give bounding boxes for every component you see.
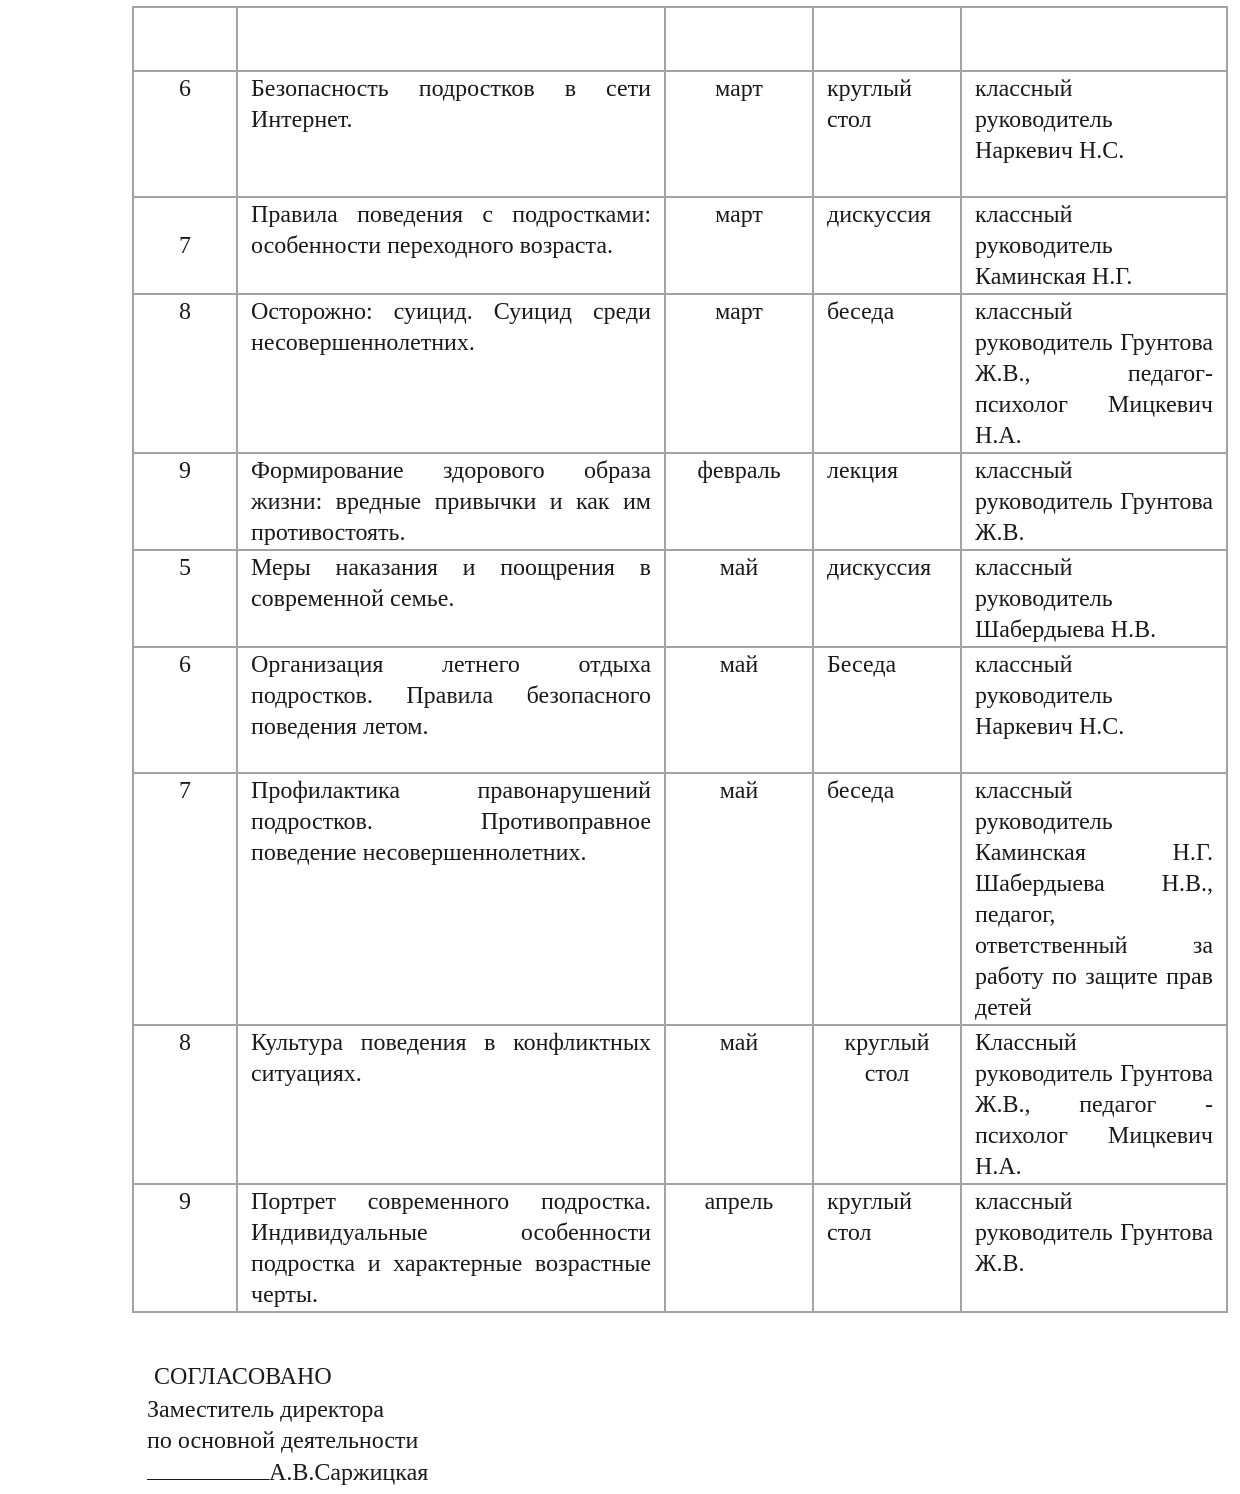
row-responsible: классный руководитель Грунтова Ж.В. [961, 1184, 1227, 1312]
row-number: 9 [133, 453, 237, 550]
row-number: 7 [133, 197, 237, 294]
row-topic: Осторожно: суицид. Суицид среди несовершеннолетних. [237, 294, 665, 453]
row-responsible: классный руководитель Грунтова Ж.В. [961, 453, 1227, 550]
approval-block [147, 1362, 428, 1489]
table-row [133, 453, 1227, 550]
row-topic: Профилактика правонарушений подростков. Противоправное поведение несовершеннолетних. [237, 773, 665, 1025]
approval-department: по основной деятельности [147, 1428, 419, 1454]
row-responsible: классный руководитель Шабердыева Н.В. [961, 550, 1227, 647]
row-responsible: Классный руководитель Грунтова Ж.В., педагог - психолог Мицкевич Н.А. [961, 1025, 1227, 1184]
row-form: беседа [813, 773, 961, 1025]
row-form: дискуссия [813, 197, 961, 294]
row-topic [237, 7, 665, 71]
row-month: март [665, 294, 813, 453]
approval-position: Заместитель директора [147, 1397, 385, 1423]
row-number: 8 [133, 1025, 237, 1184]
table-row [133, 773, 1227, 1025]
row-month: апрель [665, 1184, 813, 1312]
row-responsible: классный руководитель Каминская Н.Г. Шабердыева Н.В., педагог, ответственный за работу по защите прав детей [961, 773, 1227, 1025]
row-number: 6 [133, 71, 237, 197]
row-topic: Формирование здорового образа жизни: вредные привычки и как им противостоять. [237, 453, 665, 550]
row-responsible: классный руководитель Наркевич Н.С. [961, 647, 1227, 773]
events-table [132, 6, 1228, 1313]
row-month: март [665, 71, 813, 197]
table-row [133, 197, 1227, 294]
row-topic: Организация летнего отдыха подростков. Правила безопасного поведения летом. [237, 647, 665, 773]
signature-row [147, 1457, 428, 1489]
row-responsible: классный руководитель Наркевич Н.С. [961, 71, 1227, 197]
row-month [665, 7, 813, 71]
row-responsible: классный руководитель Грунтова Ж.В., педагог- психолог Мицкевич Н.А. [961, 294, 1227, 453]
table-row [133, 647, 1227, 773]
table-row [133, 1025, 1227, 1184]
row-number: 7 [133, 773, 237, 1025]
row-form: круглый стол [813, 1025, 961, 1184]
row-form [813, 7, 961, 71]
row-number: 8 [133, 294, 237, 453]
row-number: 5 [133, 550, 237, 647]
table-row [133, 1184, 1227, 1312]
signature-line [147, 1457, 269, 1480]
row-form: круглый стол [813, 71, 961, 197]
row-topic: Портрет современного подростка. Индивидуальные особенности подростка и характерные возрастные черты. [237, 1184, 665, 1312]
row-form: беседа [813, 294, 961, 453]
table-row [133, 7, 1227, 71]
table-row [133, 71, 1227, 197]
row-topic: Безопасность подростков в сети Интернет. [237, 71, 665, 197]
row-month: май [665, 647, 813, 773]
row-number: 6 [133, 647, 237, 773]
row-month: май [665, 773, 813, 1025]
row-number: 9 [133, 1184, 237, 1312]
approval-title: СОГЛАСОВАНО [154, 1364, 332, 1390]
table-row [133, 294, 1227, 453]
row-month: февраль [665, 453, 813, 550]
row-form: круглый стол [813, 1184, 961, 1312]
row-topic: Меры наказания и поощрения в современной семье. [237, 550, 665, 647]
row-form: дискуссия [813, 550, 961, 647]
row-month: май [665, 1025, 813, 1184]
row-topic: Культура поведения в конфликтных ситуациях. [237, 1025, 665, 1184]
row-month: март [665, 197, 813, 294]
row-responsible [961, 7, 1227, 71]
table-row [133, 550, 1227, 647]
row-form: лекция [813, 453, 961, 550]
row-number [133, 7, 237, 71]
row-month: май [665, 550, 813, 647]
row-form: Беседа [813, 647, 961, 773]
row-topic: Правила поведения с подростками: особенности переходного возраста. [237, 197, 665, 294]
row-responsible: классный руководитель Каминская Н.Г. [961, 197, 1227, 294]
signatory-name: А.В.Саржицкая [269, 1460, 429, 1486]
